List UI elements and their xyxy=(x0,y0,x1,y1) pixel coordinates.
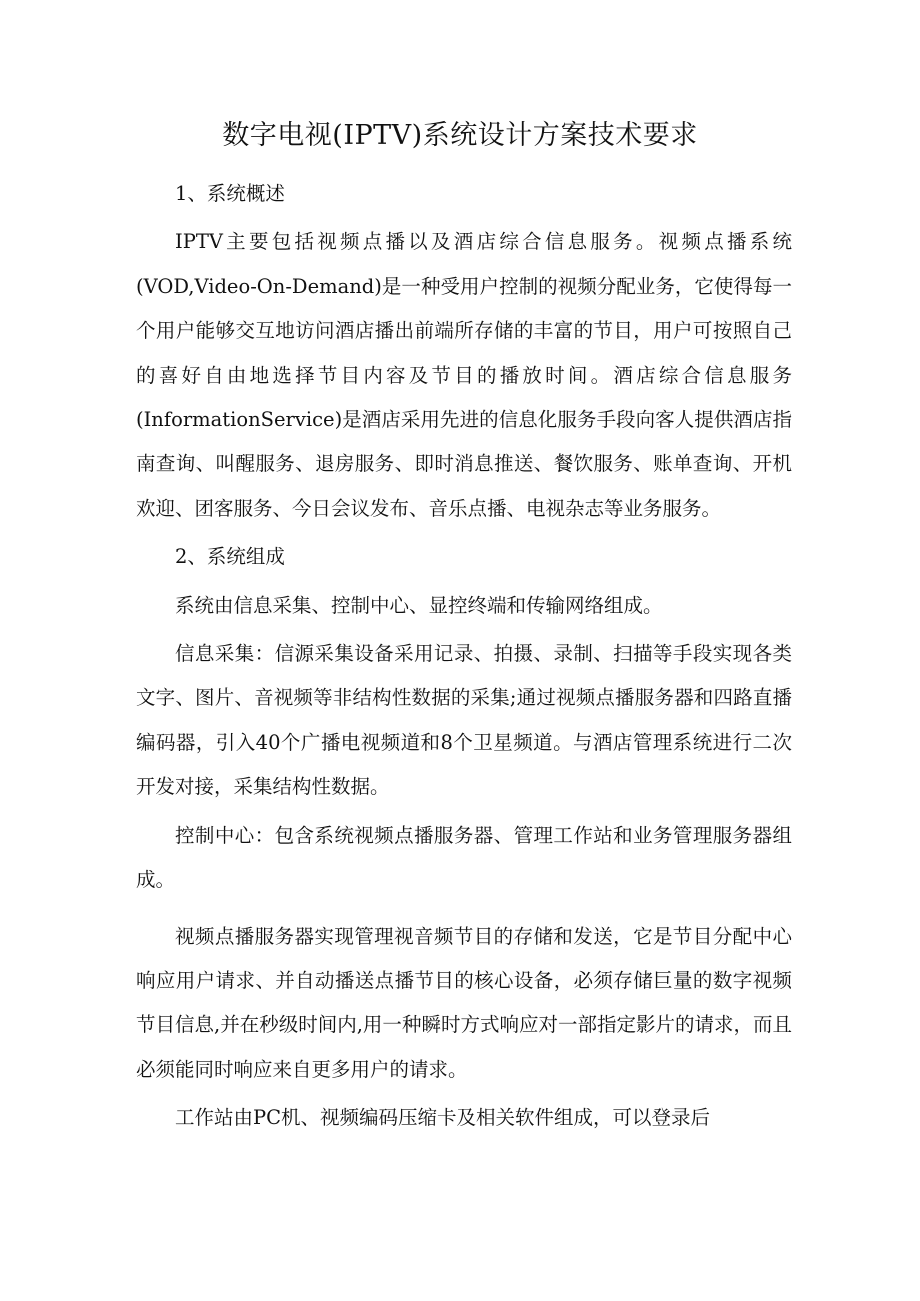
document-body xyxy=(136,172,792,1141)
paragraph-information-collection: 信息采集：信源采集设备采用记录、拍摄、录制、扫描等手段实现各类文字、图片、音视频等非结构性数据的采集;通过视频点播服务器和四路直播编码器，引入40个广播电视频道和8个卫星频道。与酒店管理系统进行二次开发对接，采集结构性数据。 xyxy=(136,642,792,799)
paragraph-iptv-overview: IPTV主要包括视频点播以及酒店综合信息服务。视频点播系统(VOD,Video-On-Demand)是一种受用户控制的视频分配业务，它使得每一个用户能够交互地访问酒店播出前端所存储的丰富的节目，用户可按照自己的喜好自由地选择节目内容及节目的播放时间。酒店综合信息服务(InformationService)是酒店采用先进的信息化服务手段向客人提供酒店指南查询、叫醒服务、退房服务、即时消息推送、餐饮服务、账单查询、开机欢迎、团客服务、今日会议发布、音乐点播、电视杂志等业务服务。 xyxy=(136,230,792,520)
paragraph-control-center: 控制中心：包含系统视频点播服务器、管理工作站和业务管理服务器组成。 xyxy=(136,823,792,892)
paragraph-workstation: 工作站由PC机、视频编码压缩卡及相关软件组成，可以登录后 xyxy=(175,1106,711,1130)
section-heading-composition: 2、系统组成 xyxy=(175,545,285,569)
paragraph-vod-server: 视频点播服务器实现管理视音频节目的存储和发送，它是节目分配中心响应用户请求、并自动播送点播节目的核心设备，必须存储巨量的数字视频节目信息,并在秒级时间内,用一种瞬时方式响应对一部指定影片的请求，而且必须能同时响应来自更多用户的请求。 xyxy=(136,924,792,1081)
section-heading-overview: 1、系统概述 xyxy=(175,182,285,205)
document-title: 数字电视(IPTV)系统设计方案技术要求 xyxy=(222,120,698,151)
paragraph-system-composition: 系统由信息采集、控制中心、显控终端和传输网络组成。 xyxy=(175,593,663,617)
